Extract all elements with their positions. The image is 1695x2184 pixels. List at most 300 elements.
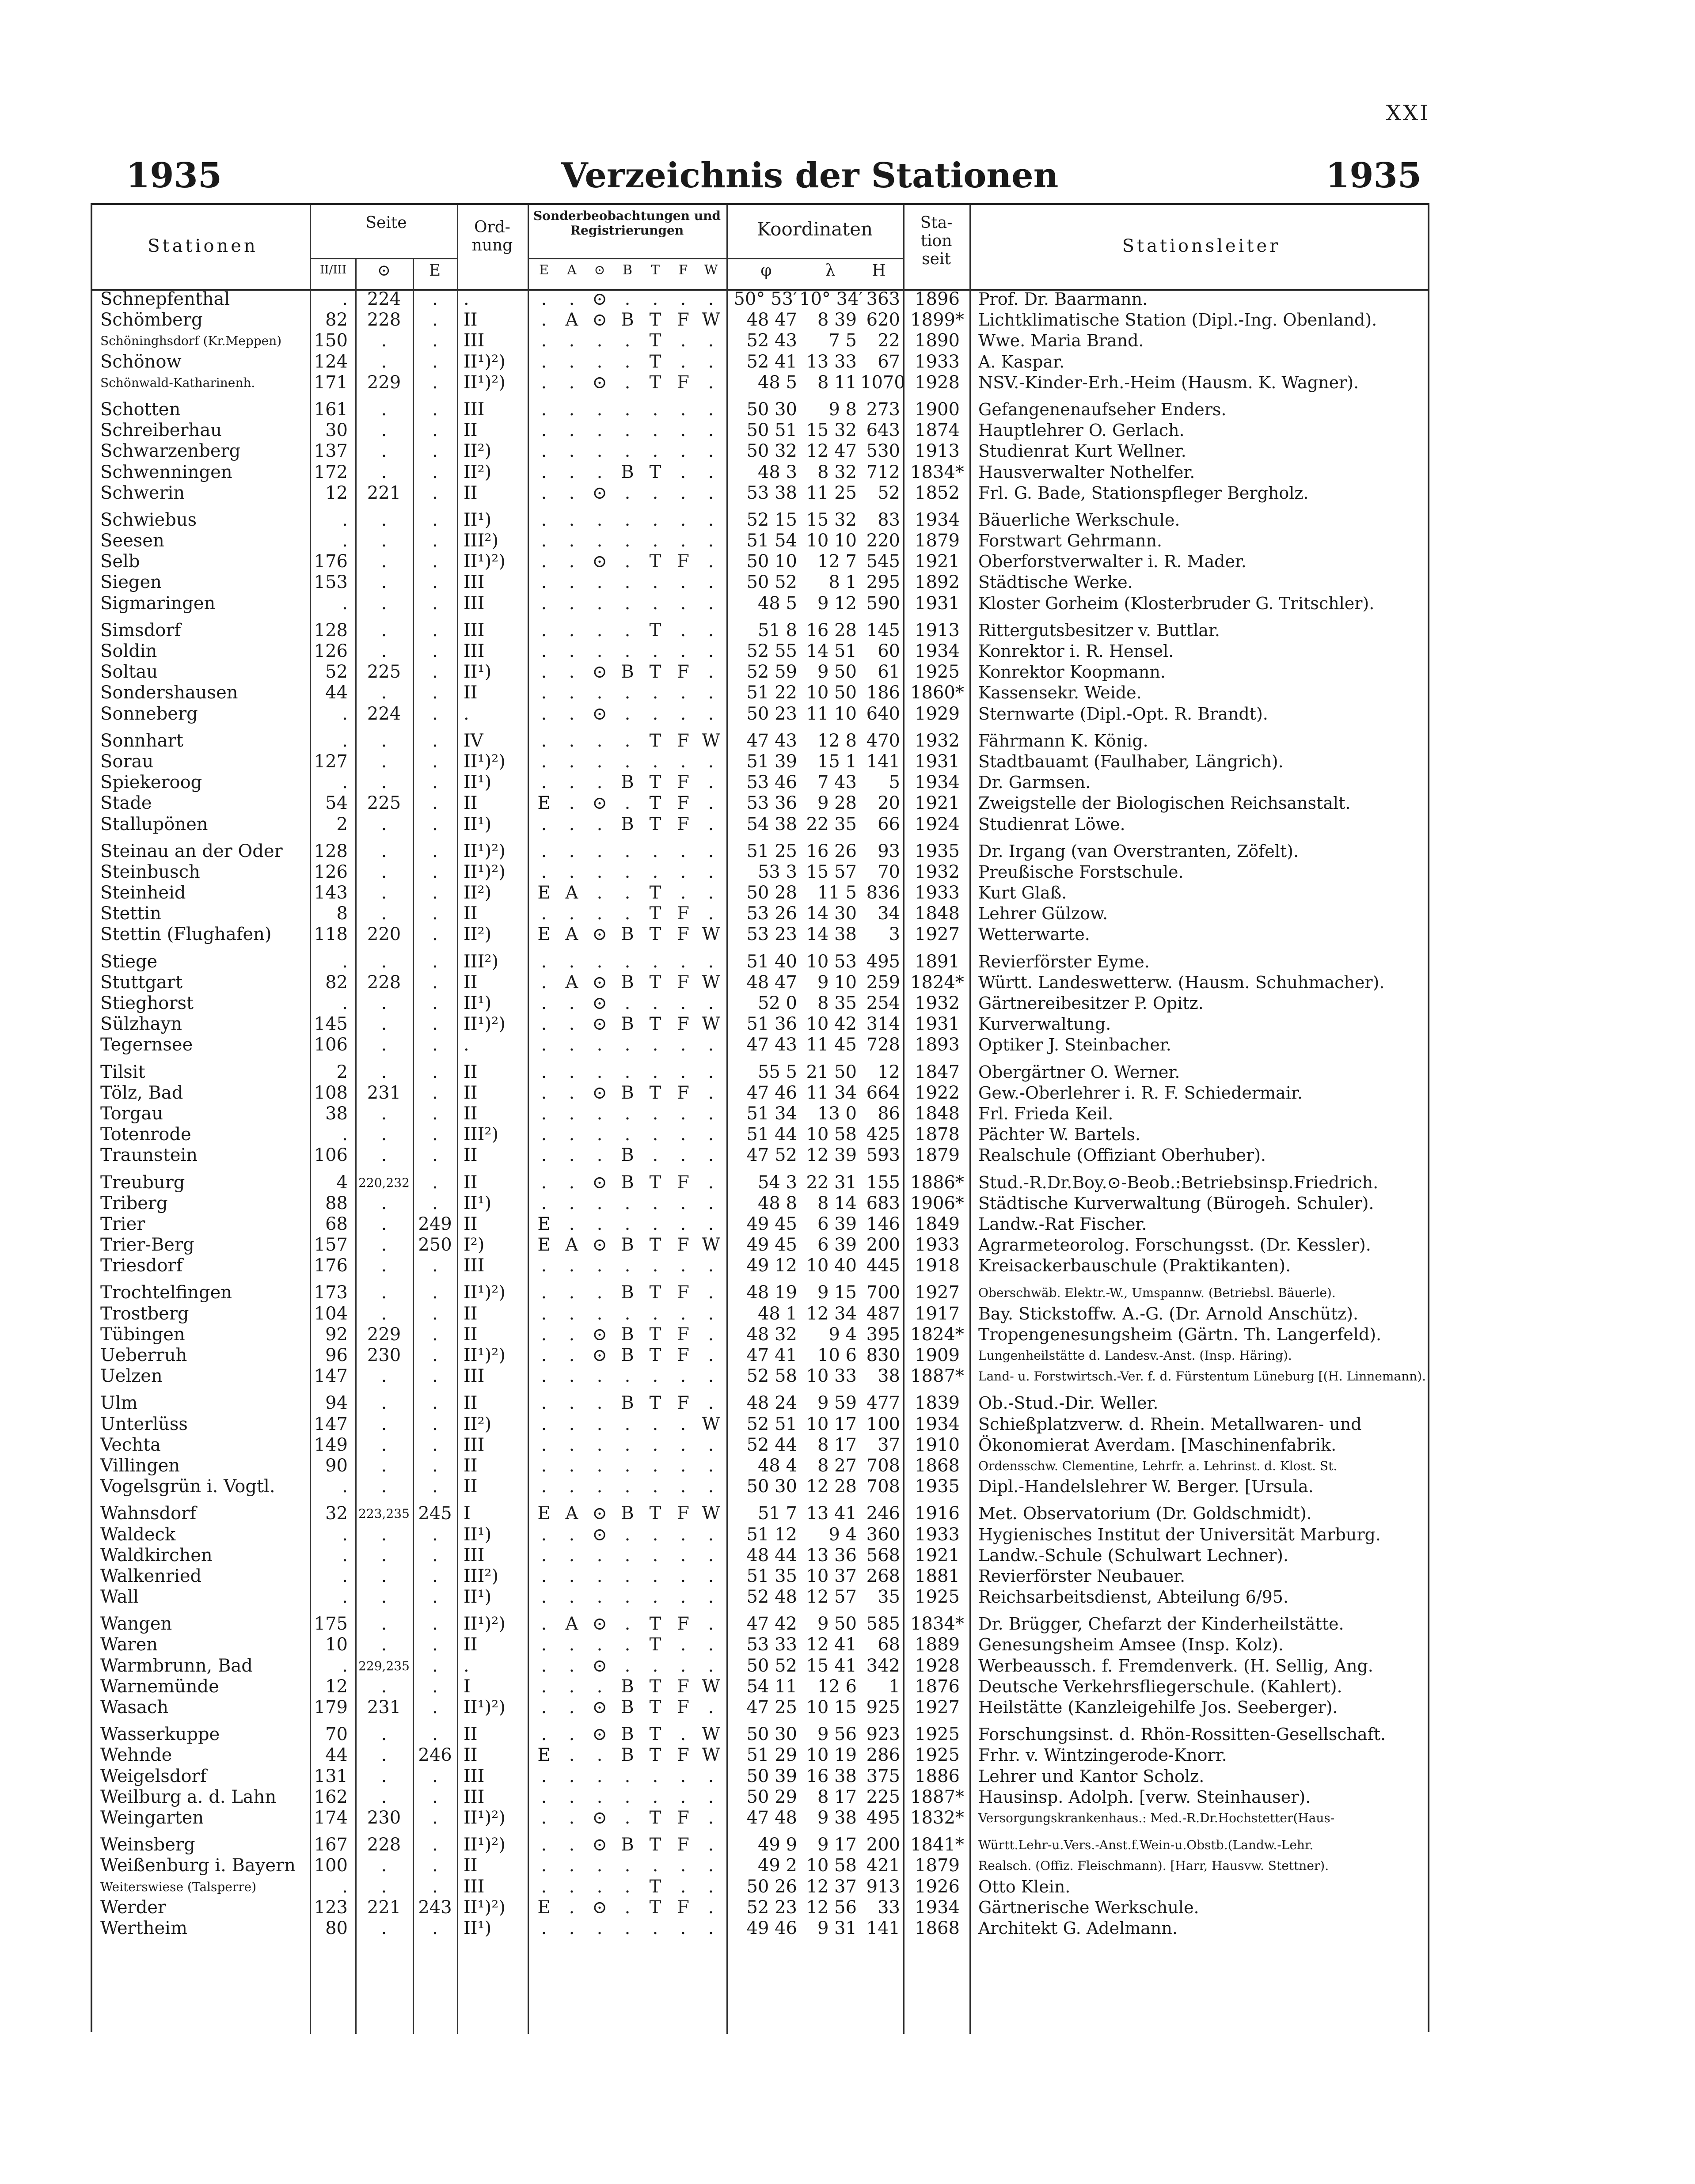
seite-sun: . xyxy=(381,1035,387,1055)
coord-lambda: 8 39 xyxy=(817,310,857,330)
coord-h: 487 xyxy=(866,1303,900,1324)
seite-2-3: 30 xyxy=(325,420,348,441)
sonder-flag: . xyxy=(708,903,714,924)
coord-lambda: 10 10 xyxy=(806,531,857,551)
sonder-flag: . xyxy=(569,351,575,372)
seite-sun: 221 xyxy=(367,1897,401,1918)
seite-2-3: 106 xyxy=(314,1035,348,1055)
ordnung: III xyxy=(464,1545,485,1566)
seite-sun: 229 xyxy=(367,372,401,393)
seite-sun: 228 xyxy=(367,310,401,330)
sonder-flag: F xyxy=(677,903,689,924)
sonder-flag: . xyxy=(624,1655,631,1676)
sonder-flag: . xyxy=(708,1524,714,1545)
sonder-flag: . xyxy=(541,482,547,503)
seite-e: . xyxy=(432,1255,438,1276)
seite-sun: . xyxy=(381,1235,387,1255)
seite-e: . xyxy=(432,1393,438,1414)
coord-phi: 50 51 xyxy=(746,420,797,441)
sonder-flag: . xyxy=(569,751,575,772)
sonder-flag: . xyxy=(569,1213,575,1234)
coord-phi: 51 29 xyxy=(746,1745,797,1766)
seite-e: . xyxy=(432,1835,438,1855)
sonder-flag: B xyxy=(621,462,634,482)
table-row xyxy=(92,1324,1428,1345)
stationsleiter: Landw.-Schule (Schulwart Lechner). xyxy=(978,1545,1289,1565)
ordnung: III²) xyxy=(464,531,499,551)
sonder-flag: T xyxy=(649,972,661,993)
table-row xyxy=(92,399,1428,420)
sonder-flag: F xyxy=(677,1835,689,1855)
sonder-sub-4: T xyxy=(650,262,660,278)
sonder-flag: . xyxy=(708,509,714,530)
sonder-flag: . xyxy=(652,531,658,551)
col-station-seit: Sta-tion seit xyxy=(920,214,953,268)
ordnung: II²) xyxy=(464,462,492,482)
coord-h: 67 xyxy=(878,351,900,372)
sonder-flag: . xyxy=(541,1476,547,1497)
ordnung: III xyxy=(464,1255,485,1276)
coord-phi: 54 3 xyxy=(757,1172,797,1193)
coord-h: 708 xyxy=(866,1455,900,1476)
coord-phi: 50 52 xyxy=(746,572,797,593)
ordnung: II xyxy=(464,1103,478,1124)
sonder-flag: . xyxy=(569,1455,575,1476)
sonder-flag: . xyxy=(624,531,631,551)
coord-h: 342 xyxy=(866,1655,900,1676)
seite-e: . xyxy=(432,993,438,1013)
sonder-flag: . xyxy=(624,1545,631,1566)
coord-lambda: 6 39 xyxy=(817,1213,857,1234)
seite-2-3: 137 xyxy=(314,441,348,462)
seite-2-3: 179 xyxy=(314,1697,348,1718)
sonder-flag: W xyxy=(702,310,720,330)
seite-sun: . xyxy=(381,993,387,1013)
coord-phi: 48 8 xyxy=(757,1193,797,1213)
coord-phi: 52 59 xyxy=(746,662,797,682)
sonder-flag: . xyxy=(597,730,603,751)
sonder-flag: ⊙ xyxy=(592,662,607,682)
table-row xyxy=(92,1456,1428,1476)
station-seit: 1824* xyxy=(910,1324,964,1345)
sonder-flag: ⊙ xyxy=(592,1324,607,1345)
sonder-flag: . xyxy=(569,593,575,614)
row-group xyxy=(92,841,1428,945)
sonder-flag: . xyxy=(708,1303,714,1324)
col-stationen: Stationen xyxy=(148,236,258,256)
sonder-flag: . xyxy=(597,1145,603,1166)
sonder-flag: E xyxy=(537,793,551,814)
sonder-flag: T xyxy=(649,1235,661,1255)
sonder-flag: . xyxy=(708,1103,714,1124)
table-row xyxy=(92,1697,1428,1718)
sonder-flag: T xyxy=(649,1393,661,1414)
seite-e: . xyxy=(432,531,438,551)
coord-h: 913 xyxy=(866,1876,900,1897)
table-row xyxy=(92,441,1428,462)
sonder-flag: . xyxy=(680,883,686,903)
seite-2-3: 171 xyxy=(314,372,348,393)
coord-phi: 51 36 xyxy=(746,1014,797,1035)
sonder-flag: . xyxy=(541,1655,547,1676)
station-seit: 1886* xyxy=(910,1172,964,1193)
sonder-flag: . xyxy=(680,462,686,482)
sonder-flag: . xyxy=(680,1213,686,1234)
sonder-flag: . xyxy=(624,751,631,772)
sonder-flag: . xyxy=(624,551,631,572)
sonder-flag: . xyxy=(624,641,631,661)
station-name: Weißenburg i. Bayern xyxy=(100,1855,296,1876)
station-seit: 1841* xyxy=(910,1835,964,1855)
station-seit: 1922 xyxy=(915,1082,960,1103)
station-seit: 1879 xyxy=(915,1855,960,1876)
coord-h: 295 xyxy=(866,572,900,593)
sonder-flag: . xyxy=(541,1724,547,1745)
seite-e: . xyxy=(432,1766,438,1786)
table-row xyxy=(92,1587,1428,1608)
seite-e: . xyxy=(432,662,438,682)
stationsleiter: Kurverwaltung. xyxy=(978,1014,1111,1034)
ordnung: II¹) xyxy=(464,509,492,530)
station-seit: 1928 xyxy=(915,1655,960,1676)
station-seit: 1933 xyxy=(915,883,960,903)
coord-lambda: 9 4 xyxy=(828,1524,857,1545)
sonder-flag: . xyxy=(541,730,547,751)
sonder-flag: B xyxy=(621,1172,634,1193)
sonder-flag: ⊙ xyxy=(592,1014,607,1035)
coord-phi: 50 23 xyxy=(746,703,797,724)
coord-h: 5 xyxy=(889,772,900,793)
sonder-flag: . xyxy=(680,1434,686,1455)
sonder-flag: . xyxy=(541,531,547,551)
sonder-flag: . xyxy=(569,420,575,441)
seite-sun: 225 xyxy=(367,662,401,682)
seite-2-3: 2 xyxy=(336,814,348,834)
sonder-flag: . xyxy=(569,1786,575,1807)
sonder-flag: . xyxy=(680,1103,686,1124)
stationsleiter: Rittergutsbesitzer v. Buttlar. xyxy=(978,620,1220,640)
coord-phi: 52 23 xyxy=(746,1897,797,1918)
coord-h: 200 xyxy=(866,1835,900,1855)
coord-phi: 52 15 xyxy=(746,509,797,530)
sonder-flag: . xyxy=(569,1807,575,1828)
station-seit: 1890 xyxy=(915,330,960,351)
stationsleiter: Konrektor Koopmann. xyxy=(978,662,1166,682)
sonder-flag: . xyxy=(708,662,714,682)
sonder-flag: F xyxy=(677,772,689,793)
station-name: Uelzen xyxy=(100,1366,163,1387)
sonder-flag: ⊙ xyxy=(592,972,607,993)
ordnung: . xyxy=(464,703,469,724)
sonder-flag: ⊙ xyxy=(592,1697,607,1718)
sonder-flag: . xyxy=(708,1476,714,1497)
sonder-flag: T xyxy=(649,1676,661,1697)
sonder-flag: F xyxy=(677,1014,689,1035)
stationsleiter: Frhr. v. Wintzingerode-Knorr. xyxy=(978,1745,1227,1765)
sonder-flag: T xyxy=(649,1835,661,1855)
seite-sun: . xyxy=(381,509,387,530)
seite-2-3: 124 xyxy=(314,351,348,372)
sonder-flag: A xyxy=(565,972,578,993)
sonder-flag: . xyxy=(541,509,547,530)
coord-phi: 52 55 xyxy=(746,641,797,661)
coord-lambda: 14 38 xyxy=(806,924,857,945)
sonder-flag: . xyxy=(652,1587,658,1608)
sonder-flag: W xyxy=(702,1676,720,1697)
coord-lambda: 12 34 xyxy=(806,1303,857,1324)
seite-e: . xyxy=(432,372,438,393)
sonder-flag: . xyxy=(708,1124,714,1145)
sonder-flag: . xyxy=(569,1745,575,1766)
station-seit: 1916 xyxy=(915,1503,960,1524)
sonder-flag: W xyxy=(702,1014,720,1035)
seite-sun: . xyxy=(381,883,387,903)
sonder-flag: . xyxy=(624,420,631,441)
sonder-flag: . xyxy=(569,1035,575,1055)
station-name: Villingen xyxy=(100,1455,180,1476)
station-seit: 1924 xyxy=(915,814,960,834)
station-name: Siegen xyxy=(100,572,162,593)
station-name: Waren xyxy=(100,1634,158,1655)
sonder-flag: . xyxy=(541,420,547,441)
seite-e: . xyxy=(432,1193,438,1213)
sonder-flag: T xyxy=(649,1634,661,1655)
seite-sun: . xyxy=(381,772,387,793)
station-name: Tegernsee xyxy=(100,1035,193,1055)
sonder-flag: . xyxy=(541,703,547,724)
sonder-flag: F xyxy=(677,1745,689,1766)
station-seit: 1932 xyxy=(915,861,960,882)
sonder-flag: . xyxy=(541,572,547,593)
seite-sun: 220,232 xyxy=(358,1175,410,1190)
ordnung: II¹)²) xyxy=(464,1697,505,1718)
sonder-flag: . xyxy=(652,682,658,703)
coord-phi: 50 30 xyxy=(746,1476,797,1497)
sonder-flag: . xyxy=(597,572,603,593)
sonder-flag: . xyxy=(541,751,547,772)
sonder-flag: E xyxy=(537,924,551,945)
seite-2-3: 70 xyxy=(325,1724,348,1745)
sonder-flag: . xyxy=(597,1393,603,1414)
sonder-flag: . xyxy=(597,1193,603,1213)
table-row xyxy=(92,731,1428,751)
stationsleiter: Studienrat Löwe. xyxy=(978,814,1125,834)
seite-e: . xyxy=(432,462,438,482)
coord-phi: 53 46 xyxy=(746,772,797,793)
station-seit: 1879 xyxy=(915,531,960,551)
sonder-flag: F xyxy=(677,662,689,682)
sonder-flag: . xyxy=(708,1082,714,1103)
table-row xyxy=(92,510,1428,531)
sonder-flag: . xyxy=(652,1434,658,1455)
sonder-flag: ⊙ xyxy=(592,1345,607,1365)
station-name: Sorau xyxy=(100,751,154,772)
sonder-flag: E xyxy=(537,1213,551,1234)
station-seit: 1834* xyxy=(910,1614,964,1634)
seite-sun: . xyxy=(381,1124,387,1145)
sonder-flag: . xyxy=(569,1303,575,1324)
sonder-flag: . xyxy=(708,399,714,420)
sonder-flag: . xyxy=(708,1145,714,1166)
coord-h: 445 xyxy=(866,1255,900,1276)
station-seit: 1881 xyxy=(915,1566,960,1586)
seite-2-3: 174 xyxy=(314,1807,348,1828)
sonder-flag: B xyxy=(621,1082,634,1103)
coord-h: 477 xyxy=(866,1393,900,1414)
sonder-flag: . xyxy=(597,1476,603,1497)
coord-phi: 49 12 xyxy=(746,1255,797,1276)
sonder-flag: . xyxy=(680,1303,686,1324)
station-name: Steinau an der Oder xyxy=(100,841,283,861)
ordnung: II xyxy=(464,1476,478,1497)
seite-2-3: 90 xyxy=(325,1455,348,1476)
station-name: Vechta xyxy=(100,1434,161,1455)
coord-phi: 51 8 xyxy=(757,620,797,641)
seite-2-3: 149 xyxy=(314,1434,348,1455)
seite-e: . xyxy=(432,1303,438,1324)
station-name: Sonnhart xyxy=(100,730,183,751)
seite-2-3: 100 xyxy=(314,1855,348,1876)
sonder-flag: . xyxy=(652,1213,658,1234)
coord-phi: 50 29 xyxy=(746,1786,797,1807)
table-row xyxy=(92,1835,1428,1855)
ordnung: II xyxy=(464,1145,478,1166)
coord-lambda: 13 33 xyxy=(806,351,857,372)
coord-h: 37 xyxy=(878,1434,900,1455)
station-seit: 1925 xyxy=(915,662,960,682)
seite-sun: . xyxy=(381,1676,387,1697)
sonder-flag: . xyxy=(708,682,714,703)
sonder-flag: A xyxy=(565,883,578,903)
sonder-flag: E xyxy=(537,1897,551,1918)
stationsleiter: Kloster Gorheim (Klosterbruder G. Tritschler). xyxy=(978,593,1375,613)
sonder-flag: F xyxy=(677,924,689,945)
header-year-right: 1935 xyxy=(1326,155,1422,196)
station-seit: 1927 xyxy=(915,1697,960,1718)
coord-phi: 48 4 xyxy=(757,1455,797,1476)
sonder-flag: . xyxy=(708,793,714,814)
sonder-flag: A xyxy=(565,924,578,945)
sonder-flag: T xyxy=(649,772,661,793)
ordnung: II¹) xyxy=(464,814,492,834)
seite-2-3: . xyxy=(342,993,348,1013)
coord-phi: 51 39 xyxy=(746,751,797,772)
sonder-flag: . xyxy=(680,593,686,614)
coord-lambda: 12 56 xyxy=(806,1897,857,1918)
coord-phi: 50 26 xyxy=(746,1876,797,1897)
sonder-flag: T xyxy=(649,1614,661,1634)
seite-2-3: 153 xyxy=(314,572,348,593)
sonder-flag: . xyxy=(597,441,603,462)
seite-2-3: . xyxy=(342,531,348,551)
seite-2-3: 32 xyxy=(325,1503,348,1524)
station-name: Spiekeroog xyxy=(100,772,202,793)
seite-sun: 230 xyxy=(367,1345,401,1365)
sonder-flag: T xyxy=(649,793,661,814)
sonder-flag: . xyxy=(708,641,714,661)
sonder-flag: . xyxy=(680,1414,686,1434)
table-row xyxy=(92,462,1428,483)
coord-phi: 48 5 xyxy=(757,372,797,393)
coord-h: 3 xyxy=(889,924,900,945)
coord-h: 70 xyxy=(878,861,900,882)
coord-h: 923 xyxy=(866,1724,900,1745)
sonder-flag: . xyxy=(652,751,658,772)
sonder-flag: . xyxy=(652,1145,658,1166)
coord-lambda: 11 25 xyxy=(806,482,857,503)
ordnung: II¹)²) xyxy=(464,372,505,393)
coord-lambda: 10 33 xyxy=(806,1366,857,1387)
station-seit: 1889 xyxy=(915,1634,960,1655)
station-name: Trier-Berg xyxy=(100,1235,194,1255)
sonder-flag: . xyxy=(569,1655,575,1676)
ordnung: II xyxy=(464,1082,478,1103)
row-group xyxy=(92,1835,1428,1939)
coord-h: 146 xyxy=(866,1213,900,1234)
coord-phi: 52 43 xyxy=(746,330,797,351)
stationsleiter: Dr. Garmsen. xyxy=(978,773,1091,792)
sonder-flag: . xyxy=(541,1324,547,1345)
sonder-flag: . xyxy=(624,1614,631,1634)
seite-2-3: . xyxy=(342,1545,348,1566)
table-row xyxy=(92,862,1428,883)
sonder-flag: . xyxy=(708,1434,714,1455)
station-name: Selb xyxy=(100,551,140,572)
stationsleiter: Frl. Frieda Keil. xyxy=(978,1103,1114,1123)
sonder-flag: . xyxy=(652,593,658,614)
sonder-flag: . xyxy=(569,1324,575,1345)
sonder-flag: . xyxy=(708,751,714,772)
table-row xyxy=(92,1614,1428,1634)
sonder-flag: . xyxy=(541,1082,547,1103)
seite-e: . xyxy=(432,861,438,882)
station-seit: 1935 xyxy=(915,1476,960,1497)
stationsleiter: Oberforstverwalter i. R. Mader. xyxy=(978,552,1247,572)
sonder-flag: . xyxy=(708,482,714,503)
stationsleiter: Forstwart Gehrmann. xyxy=(978,531,1162,551)
sonder-flag: . xyxy=(569,1724,575,1745)
coord-h: 375 xyxy=(866,1766,900,1786)
sonder-flag: . xyxy=(708,620,714,641)
coord-h: 141 xyxy=(866,1918,900,1938)
sonder-flag: . xyxy=(624,1193,631,1213)
sonder-flag: . xyxy=(541,1103,547,1124)
sonder-flag: . xyxy=(569,1082,575,1103)
coord-h: 254 xyxy=(866,993,900,1013)
seite-e: . xyxy=(432,814,438,834)
ordnung: II¹) xyxy=(464,662,492,682)
seite-e: . xyxy=(432,1724,438,1745)
station-name: Seesen xyxy=(100,531,164,551)
table-row xyxy=(92,1435,1428,1456)
sonder-flag: . xyxy=(624,730,631,751)
seite-2-3: 52 xyxy=(325,662,348,682)
coord-lambda: 22 31 xyxy=(806,1172,857,1193)
sonder-flag: ⊙ xyxy=(592,1724,607,1745)
seite-e: . xyxy=(432,351,438,372)
sonder-flag: . xyxy=(708,1855,714,1876)
station-seit: 1925 xyxy=(915,1724,960,1745)
stationsleiter: Frl. G. Bade, Stationspfleger Bergholz. xyxy=(978,483,1309,503)
station-seit: 1913 xyxy=(915,441,960,462)
col-phi: φ xyxy=(760,262,772,280)
coord-h: 52 xyxy=(878,482,900,503)
sonder-flag: . xyxy=(597,772,603,793)
sonder-flag: . xyxy=(680,399,686,420)
stationsleiter: Fährmann K. König. xyxy=(978,731,1148,751)
ordnung: II xyxy=(464,482,478,503)
sonder-flag: . xyxy=(708,1545,714,1566)
